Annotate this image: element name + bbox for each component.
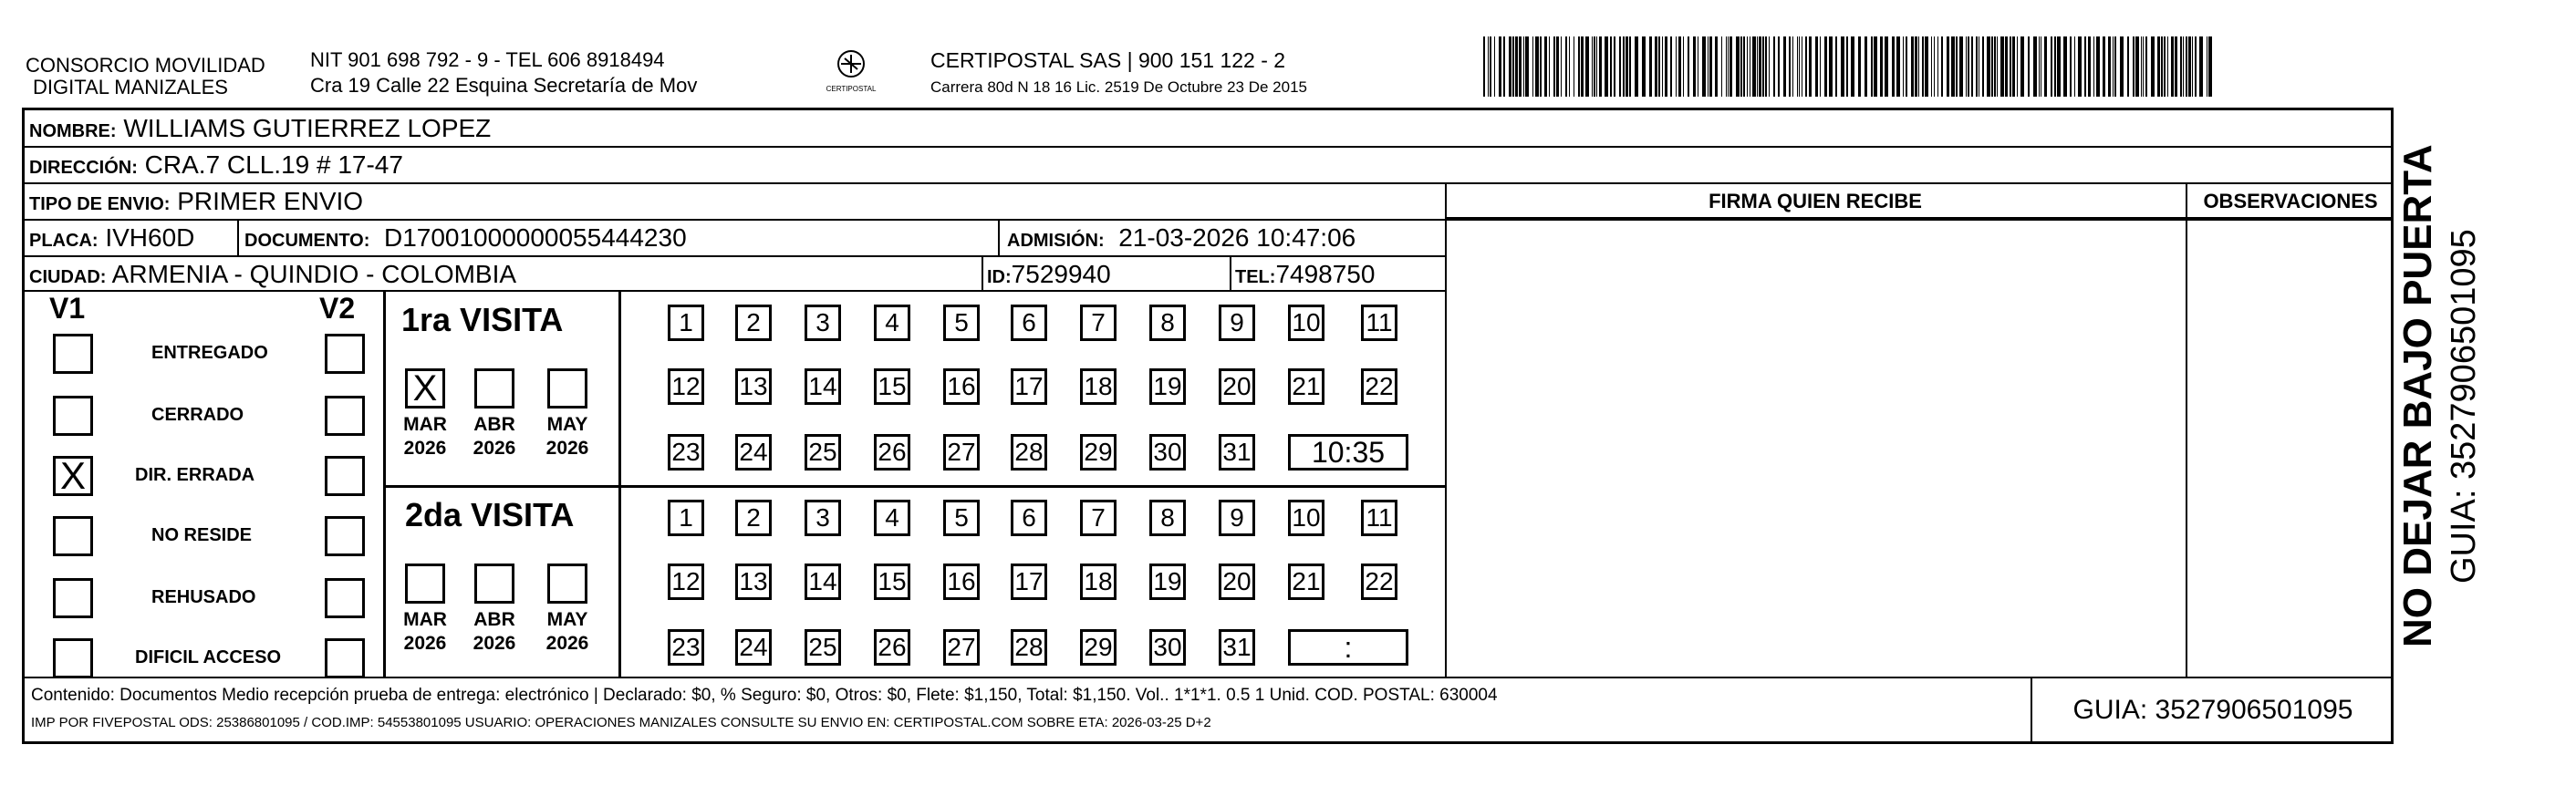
day-box[interactable]: 25 bbox=[805, 629, 841, 666]
barcode-bar bbox=[1841, 36, 1844, 97]
status-v1-mark: X bbox=[59, 454, 86, 497]
status-v2-checkbox[interactable] bbox=[325, 456, 365, 496]
barcode-bar bbox=[1931, 36, 1932, 97]
barcode-bar bbox=[1903, 36, 1904, 97]
day-box[interactable]: 18 bbox=[1080, 564, 1117, 600]
company-name-line2: DIGITAL MANIZALES bbox=[33, 76, 228, 98]
nombre-field: NOMBRE: WILLIAMS GUTIERREZ LOPEZ bbox=[29, 114, 492, 142]
barcode-bar bbox=[1858, 36, 1861, 97]
barcode-bar bbox=[2096, 36, 2100, 97]
month-checkbox[interactable] bbox=[547, 564, 587, 604]
barcode-bar bbox=[1947, 36, 1949, 97]
barcode-bar bbox=[1864, 36, 1867, 97]
tipo-envio-field: TIPO DE ENVIO: PRIMER ENVIO bbox=[29, 187, 364, 215]
barcode-bar bbox=[2108, 36, 2111, 97]
barcode-bar bbox=[1987, 36, 1990, 97]
day-box[interactable]: 17 bbox=[1011, 564, 1047, 600]
status-label: REHUSADO bbox=[151, 587, 256, 607]
barcode-bar bbox=[1721, 36, 1722, 97]
barcode-bar bbox=[2135, 36, 2139, 97]
day-box[interactable]: 10 bbox=[1288, 305, 1324, 341]
barcode-bar bbox=[2175, 36, 2177, 97]
day-box[interactable]: 28 bbox=[1011, 434, 1047, 471]
admision-field: ADMISIÓN: 21-03-2026 10:47:06 bbox=[1007, 223, 1356, 252]
year-label: 2026 bbox=[545, 633, 589, 654]
v1-label: V1 bbox=[49, 292, 86, 325]
barcode-bar bbox=[1494, 36, 1495, 97]
barcode-bar bbox=[1906, 36, 1907, 97]
barcode-bar bbox=[1623, 36, 1625, 97]
barcode-bar bbox=[1809, 36, 1812, 97]
day-box[interactable]: 16 bbox=[943, 368, 980, 405]
barcode-bar bbox=[1503, 36, 1505, 97]
barcode-bar bbox=[1594, 36, 1595, 97]
barcode-bar bbox=[1740, 36, 1742, 97]
barcode-bar bbox=[2192, 36, 2193, 97]
day-box[interactable]: 2 bbox=[735, 500, 772, 536]
barcode-bar bbox=[2167, 36, 2168, 97]
barcode-bar bbox=[1649, 36, 1652, 97]
barcode-bar bbox=[1743, 36, 1745, 97]
address-line: Cra 19 Calle 22 Esquina Secretaría de Mov bbox=[310, 74, 698, 97]
barcode-bar bbox=[1951, 36, 1955, 97]
company-name-line1: CONSORCIO MOVILIDAD bbox=[26, 54, 265, 77]
barcode-bar bbox=[1553, 36, 1555, 97]
barcode-bar bbox=[1728, 36, 1729, 97]
barcode-bar bbox=[1792, 36, 1793, 97]
barcode-bar bbox=[1512, 36, 1514, 97]
year-label: 2026 bbox=[473, 438, 516, 459]
barcode-bar bbox=[1922, 36, 1924, 97]
day-box[interactable]: 15 bbox=[874, 564, 910, 600]
barcode-bar bbox=[2084, 36, 2086, 97]
day-box[interactable]: 27 bbox=[943, 434, 980, 471]
barcode-bar bbox=[2005, 36, 2008, 97]
direccion-field: DIRECCIÓN: CRA.7 CLL.19 # 17-47 bbox=[29, 150, 403, 179]
status-label: ENTREGADO bbox=[151, 343, 268, 363]
barcode-bar bbox=[1997, 36, 1998, 97]
barcode-bar bbox=[1757, 36, 1758, 97]
day-box[interactable]: 21 bbox=[1288, 368, 1324, 405]
day-box[interactable]: 30 bbox=[1149, 629, 1186, 666]
barcode-bar bbox=[1626, 36, 1628, 97]
barcode-bar bbox=[2028, 36, 2030, 97]
barcode-bar bbox=[2145, 36, 2147, 97]
barcode-bar bbox=[1549, 36, 1550, 97]
status-label: DIFICIL ACCESO bbox=[135, 647, 282, 667]
barcode-bar bbox=[1532, 36, 1533, 97]
barcode-bar bbox=[1759, 36, 1761, 97]
status-v1-checkbox[interactable] bbox=[53, 396, 93, 436]
barcode-bar bbox=[1708, 36, 1709, 97]
barcode-bar bbox=[1561, 36, 1562, 97]
barcode-bar bbox=[2157, 36, 2160, 97]
barcode-bar bbox=[2195, 36, 2197, 97]
barcode-bar bbox=[1971, 36, 1973, 97]
barcode-bar bbox=[1658, 36, 1660, 97]
year-label: 2026 bbox=[403, 633, 447, 654]
day-box[interactable]: 29 bbox=[1080, 629, 1117, 666]
barcode-bar bbox=[1982, 36, 1984, 97]
barcode-bar bbox=[1509, 36, 1511, 97]
barcode-bar bbox=[1765, 36, 1767, 97]
nit-line: NIT 901 698 792 - 9 - TEL 606 8918494 bbox=[310, 48, 665, 71]
barcode-bar bbox=[1824, 36, 1827, 97]
ciudad-field: CIUDAD: ARMENIA - QUINDIO - COLOMBIA bbox=[29, 260, 517, 288]
month-label: MAY bbox=[546, 414, 588, 435]
barcode-bar bbox=[2044, 36, 2047, 97]
barcode-bar bbox=[1966, 36, 1967, 97]
barcode-bar bbox=[1556, 36, 1559, 97]
barcode-bar bbox=[2188, 36, 2191, 97]
barcode-bar bbox=[1892, 36, 1895, 97]
placa-field: PLACA: IVH60D bbox=[29, 223, 195, 252]
barcode-bar bbox=[1885, 36, 1888, 97]
barcode-bar bbox=[2141, 36, 2142, 97]
day-box[interactable]: 12 bbox=[668, 564, 704, 600]
firma-header: FIRMA QUIEN RECIBE bbox=[1709, 190, 1922, 212]
day-box[interactable]: 17 bbox=[1011, 368, 1047, 405]
day-box[interactable]: 9 bbox=[1219, 305, 1255, 341]
barcode-bar bbox=[1835, 36, 1837, 97]
barcode-bar bbox=[1519, 36, 1522, 97]
day-box[interactable]: 19 bbox=[1149, 564, 1186, 600]
barcode-bar bbox=[2103, 36, 2105, 97]
barcode-bar bbox=[1569, 36, 1570, 97]
day-box[interactable]: 5 bbox=[943, 305, 980, 341]
carrier-line1: CERTIPOSTAL SAS | 900 151 122 - 2 bbox=[930, 48, 1286, 72]
barcode-bar bbox=[1629, 36, 1631, 97]
barcode-bar bbox=[2143, 36, 2144, 97]
day-box[interactable]: 29 bbox=[1080, 434, 1117, 471]
month-label: MAR bbox=[403, 609, 447, 630]
status-v2-checkbox[interactable] bbox=[325, 578, 365, 618]
year-label: 2026 bbox=[473, 633, 516, 654]
year-label: 2026 bbox=[403, 438, 447, 459]
barcode-bar bbox=[1871, 36, 1873, 97]
day-box[interactable]: 4 bbox=[874, 305, 910, 341]
day-box[interactable]: 24 bbox=[735, 434, 772, 471]
barcode-bar bbox=[2020, 36, 2024, 97]
day-box[interactable]: 24 bbox=[735, 629, 772, 666]
day-box[interactable]: 8 bbox=[1149, 500, 1186, 536]
day-box[interactable]: 15 bbox=[874, 368, 910, 405]
barcode bbox=[1483, 36, 2213, 97]
observaciones-header: OBSERVACIONES bbox=[2203, 190, 2378, 212]
barcode-bar bbox=[1752, 36, 1756, 97]
day-box[interactable]: 5 bbox=[943, 500, 980, 536]
day-box[interactable]: 13 bbox=[735, 368, 772, 405]
day-box[interactable]: 6 bbox=[1011, 500, 1047, 536]
barcode-bar bbox=[1729, 36, 1732, 97]
footer-guia: GUIA: 3527906501095 bbox=[2072, 695, 2353, 725]
barcode-bar bbox=[1726, 36, 1727, 97]
footer-imp: IMP POR FIVEPOSTAL ODS: 25386801095 / COD.IMP: 54553801095 USUARIO: OPERACIONES MANIZALES CONSULTE SU ENVIO EN: CERTIPOSTAL.COM SOBRE ETA: 2026-03-25 D+2 bbox=[31, 715, 1211, 730]
barcode-bar bbox=[2057, 36, 2061, 97]
id-field: ID:7529940 bbox=[987, 260, 1111, 288]
side-guia: GUIA: 3527906501095 bbox=[2445, 229, 2483, 584]
barcode-bar bbox=[1693, 36, 1696, 97]
barcode-bar bbox=[1918, 36, 1919, 97]
barcode-bar bbox=[1688, 36, 1689, 97]
barcode-bar bbox=[1896, 36, 1900, 97]
day-box[interactable]: 12 bbox=[668, 368, 704, 405]
month-checkbox[interactable] bbox=[474, 564, 514, 604]
barcode-bar bbox=[1702, 36, 1706, 97]
status-v1-checkbox[interactable] bbox=[53, 516, 93, 556]
status-label: NO RESIDE bbox=[151, 525, 253, 545]
barcode-bar bbox=[1762, 36, 1764, 97]
barcode-bar bbox=[1799, 36, 1800, 97]
day-box[interactable]: 26 bbox=[874, 434, 910, 471]
month-label: MAR bbox=[403, 414, 447, 435]
barcode-bar bbox=[1736, 36, 1740, 97]
time-box[interactable]: 10:35 bbox=[1288, 434, 1408, 471]
barcode-bar bbox=[2151, 36, 2155, 97]
status-v1-checkbox[interactable] bbox=[53, 334, 93, 374]
barcode-bar bbox=[1925, 36, 1928, 97]
barcode-bar bbox=[1934, 36, 1935, 97]
day-box[interactable]: 6 bbox=[1011, 305, 1047, 341]
day-box[interactable]: 30 bbox=[1149, 434, 1186, 471]
status-v2-checkbox[interactable] bbox=[325, 638, 365, 678]
barcode-bar bbox=[2063, 36, 2067, 97]
barcode-bar bbox=[2161, 36, 2163, 97]
barcode-bar bbox=[1829, 36, 1833, 97]
barcode-bar bbox=[1783, 36, 1786, 97]
barcode-bar bbox=[1846, 36, 1848, 97]
day-box[interactable]: 11 bbox=[1361, 305, 1397, 341]
month-label: ABR bbox=[473, 414, 515, 435]
day-box[interactable]: 14 bbox=[805, 564, 841, 600]
day-box[interactable]: 20 bbox=[1219, 564, 1255, 600]
day-box[interactable]: 21 bbox=[1288, 564, 1324, 600]
barcode-bar bbox=[2000, 36, 2004, 97]
barcode-bar bbox=[2180, 36, 2182, 97]
barcode-bar bbox=[2171, 36, 2174, 97]
status-v1-checkbox[interactable] bbox=[53, 578, 93, 618]
day-box[interactable]: 8 bbox=[1149, 305, 1186, 341]
barcode-bar bbox=[2127, 36, 2129, 97]
tel-field: TEL:7498750 bbox=[1235, 260, 1376, 288]
barcode-bar bbox=[1515, 36, 1518, 97]
barcode-bar bbox=[1820, 36, 1821, 97]
day-box[interactable]: 7 bbox=[1080, 305, 1117, 341]
day-box[interactable]: 31 bbox=[1219, 434, 1255, 471]
day-box[interactable]: 22 bbox=[1361, 368, 1397, 405]
barcode-bar bbox=[1956, 36, 1958, 97]
barcode-bar bbox=[1797, 36, 1798, 97]
barcode-bar bbox=[2093, 36, 2094, 97]
status-v2-checkbox[interactable] bbox=[325, 396, 365, 436]
day-box[interactable]: 23 bbox=[668, 434, 704, 471]
barcode-bar bbox=[2010, 36, 2011, 97]
barcode-bar bbox=[1670, 36, 1672, 97]
barcode-bar bbox=[2078, 36, 2082, 97]
day-box[interactable]: 14 bbox=[805, 368, 841, 405]
barcode-bar bbox=[1544, 36, 1547, 97]
barcode-bar bbox=[1565, 36, 1567, 97]
day-box[interactable]: 31 bbox=[1219, 629, 1255, 666]
barcode-bar bbox=[1941, 36, 1943, 97]
barcode-bar bbox=[1778, 36, 1780, 97]
day-box[interactable]: 11 bbox=[1361, 500, 1397, 536]
day-box[interactable]: 3 bbox=[805, 305, 841, 341]
month-mark: X bbox=[412, 368, 438, 409]
day-box[interactable]: 25 bbox=[805, 434, 841, 471]
barcode-bar bbox=[2183, 36, 2184, 97]
barcode-bar bbox=[1490, 36, 1491, 97]
time-box[interactable]: : bbox=[1288, 629, 1408, 666]
barcode-bar bbox=[2051, 36, 2052, 97]
barcode-bar bbox=[1483, 36, 1485, 97]
day-box[interactable]: 16 bbox=[943, 564, 980, 600]
day-box[interactable]: 3 bbox=[805, 500, 841, 536]
day-box[interactable]: 2 bbox=[735, 305, 772, 341]
barcode-bar bbox=[1540, 36, 1542, 97]
barcode-bar bbox=[1915, 36, 1917, 97]
barcode-bar bbox=[1937, 36, 1938, 97]
carrier-line2: Carrera 80d N 18 16 Lic. 2519 De Octubre 23 De 2015 bbox=[930, 78, 1307, 96]
day-box[interactable]: 19 bbox=[1149, 368, 1186, 405]
barcode-bar bbox=[1642, 36, 1646, 97]
day-box[interactable]: 1 bbox=[668, 305, 704, 341]
status-label: DIR. ERRADA bbox=[135, 465, 255, 485]
day-box[interactable]: 4 bbox=[874, 500, 910, 536]
status-v2-checkbox[interactable] bbox=[325, 516, 365, 556]
day-box[interactable]: 27 bbox=[943, 629, 980, 666]
barcode-bar bbox=[1773, 36, 1775, 97]
barcode-bar bbox=[1635, 36, 1638, 97]
barcode-bar bbox=[1619, 36, 1621, 97]
day-box[interactable]: 13 bbox=[735, 564, 772, 600]
barcode-bar bbox=[2054, 36, 2056, 97]
year-label: 2026 bbox=[545, 438, 589, 459]
barcode-bar bbox=[1605, 36, 1608, 97]
barcode-bar bbox=[1747, 36, 1748, 97]
barcode-bar bbox=[1815, 36, 1818, 97]
status-v1-checkbox[interactable] bbox=[53, 638, 93, 678]
barcode-bar bbox=[2017, 36, 2018, 97]
month-label: MAY bbox=[546, 609, 588, 630]
barcode-bar bbox=[1805, 36, 1807, 97]
visit1-title: 1ra VISITA bbox=[401, 301, 564, 338]
barcode-bar bbox=[1525, 36, 1529, 97]
barcode-bar bbox=[1874, 36, 1877, 97]
barcode-bar bbox=[2164, 36, 2166, 97]
barcode-bar bbox=[1585, 36, 1589, 97]
barcode-bar bbox=[2186, 36, 2187, 97]
barcode-bar bbox=[1665, 36, 1667, 97]
barcode-bar bbox=[1662, 36, 1663, 97]
month-checkbox[interactable] bbox=[474, 368, 514, 409]
barcode-bar bbox=[2033, 36, 2037, 97]
barcode-bar bbox=[2012, 36, 2015, 97]
status-v2-checkbox[interactable] bbox=[325, 334, 365, 374]
barcode-bar bbox=[1581, 36, 1584, 97]
barcode-bar bbox=[2120, 36, 2124, 97]
barcode-bar bbox=[1610, 36, 1612, 97]
barcode-bar bbox=[1911, 36, 1914, 97]
month-checkbox[interactable] bbox=[547, 368, 587, 409]
barcode-bar bbox=[1715, 36, 1718, 97]
logo-text: CERTIPOSTAL bbox=[826, 85, 877, 93]
barcode-bar bbox=[1968, 36, 1969, 97]
visit2-title: 2da VISITA bbox=[405, 496, 575, 533]
day-box[interactable]: 26 bbox=[874, 629, 910, 666]
barcode-bar bbox=[2208, 36, 2212, 97]
day-box[interactable]: 10 bbox=[1288, 500, 1324, 536]
day-box[interactable]: 22 bbox=[1361, 564, 1397, 600]
day-box[interactable]: 1 bbox=[668, 500, 704, 536]
barcode-bar bbox=[1614, 36, 1615, 97]
status-v1-checkbox[interactable] bbox=[53, 456, 93, 496]
day-box[interactable]: 7 bbox=[1080, 500, 1117, 536]
status-label: CERRADO bbox=[151, 405, 244, 425]
month-checkbox[interactable] bbox=[405, 564, 445, 604]
barcode-bar bbox=[2133, 36, 2135, 97]
barcode-bar bbox=[1678, 36, 1681, 97]
barcode-bar bbox=[1523, 36, 1524, 97]
barcode-bar bbox=[2088, 36, 2091, 97]
barcode-bar bbox=[2074, 36, 2075, 97]
barcode-bar bbox=[2070, 36, 2072, 97]
day-box[interactable]: 28 bbox=[1011, 629, 1047, 666]
day-box[interactable]: 18 bbox=[1080, 368, 1117, 405]
month-checkbox[interactable] bbox=[405, 368, 445, 409]
barcode-bar bbox=[2039, 36, 2040, 97]
barcode-bar bbox=[1709, 36, 1712, 97]
barcode-bar bbox=[1976, 36, 1978, 97]
barcode-bar bbox=[1655, 36, 1657, 97]
barcode-bar bbox=[1683, 36, 1684, 97]
barcode-bar bbox=[1676, 36, 1677, 97]
barcode-bar bbox=[2113, 36, 2114, 97]
barcode-bar bbox=[1851, 36, 1854, 97]
barcode-bar bbox=[1578, 36, 1580, 97]
month-label: ABR bbox=[473, 609, 515, 630]
side-warning: NO DEJAR BAJO PUERTA bbox=[2395, 144, 2440, 647]
barcode-bar bbox=[1880, 36, 1883, 97]
barcode-bar bbox=[2114, 36, 2116, 97]
footer-contents: Contenido: Documentos Medio recepción prueba de entrega: electrónico | Declarado: $0, % Seguro: $0, Otros: $0, Flete: $1,150, Total: $1,150. Vol.. 1*1*1. 0.5 1 Unid. COD. POSTAL: 630004 bbox=[31, 686, 1498, 705]
barcode-bar bbox=[1769, 36, 1770, 97]
day-box[interactable]: 9 bbox=[1219, 500, 1255, 536]
barcode-bar bbox=[1991, 36, 1993, 97]
documento-field: DOCUMENTO: D17001000000055444230 bbox=[244, 223, 687, 252]
barcode-bar bbox=[1499, 36, 1501, 97]
v2-label: V2 bbox=[319, 292, 356, 325]
day-box[interactable]: 20 bbox=[1219, 368, 1255, 405]
barcode-bar bbox=[1789, 36, 1791, 97]
barcode-bar bbox=[1599, 36, 1602, 97]
barcode-bar bbox=[1994, 36, 1996, 97]
barcode-bar bbox=[1488, 36, 1489, 97]
barcode-bar bbox=[2199, 36, 2203, 97]
barcode-bar bbox=[1592, 36, 1593, 97]
barcode-bar bbox=[1959, 36, 1963, 97]
barcode-bar bbox=[1535, 36, 1539, 97]
certipostal-logo bbox=[819, 44, 883, 98]
barcode-bar bbox=[1596, 36, 1597, 97]
day-box[interactable]: 23 bbox=[668, 629, 704, 666]
